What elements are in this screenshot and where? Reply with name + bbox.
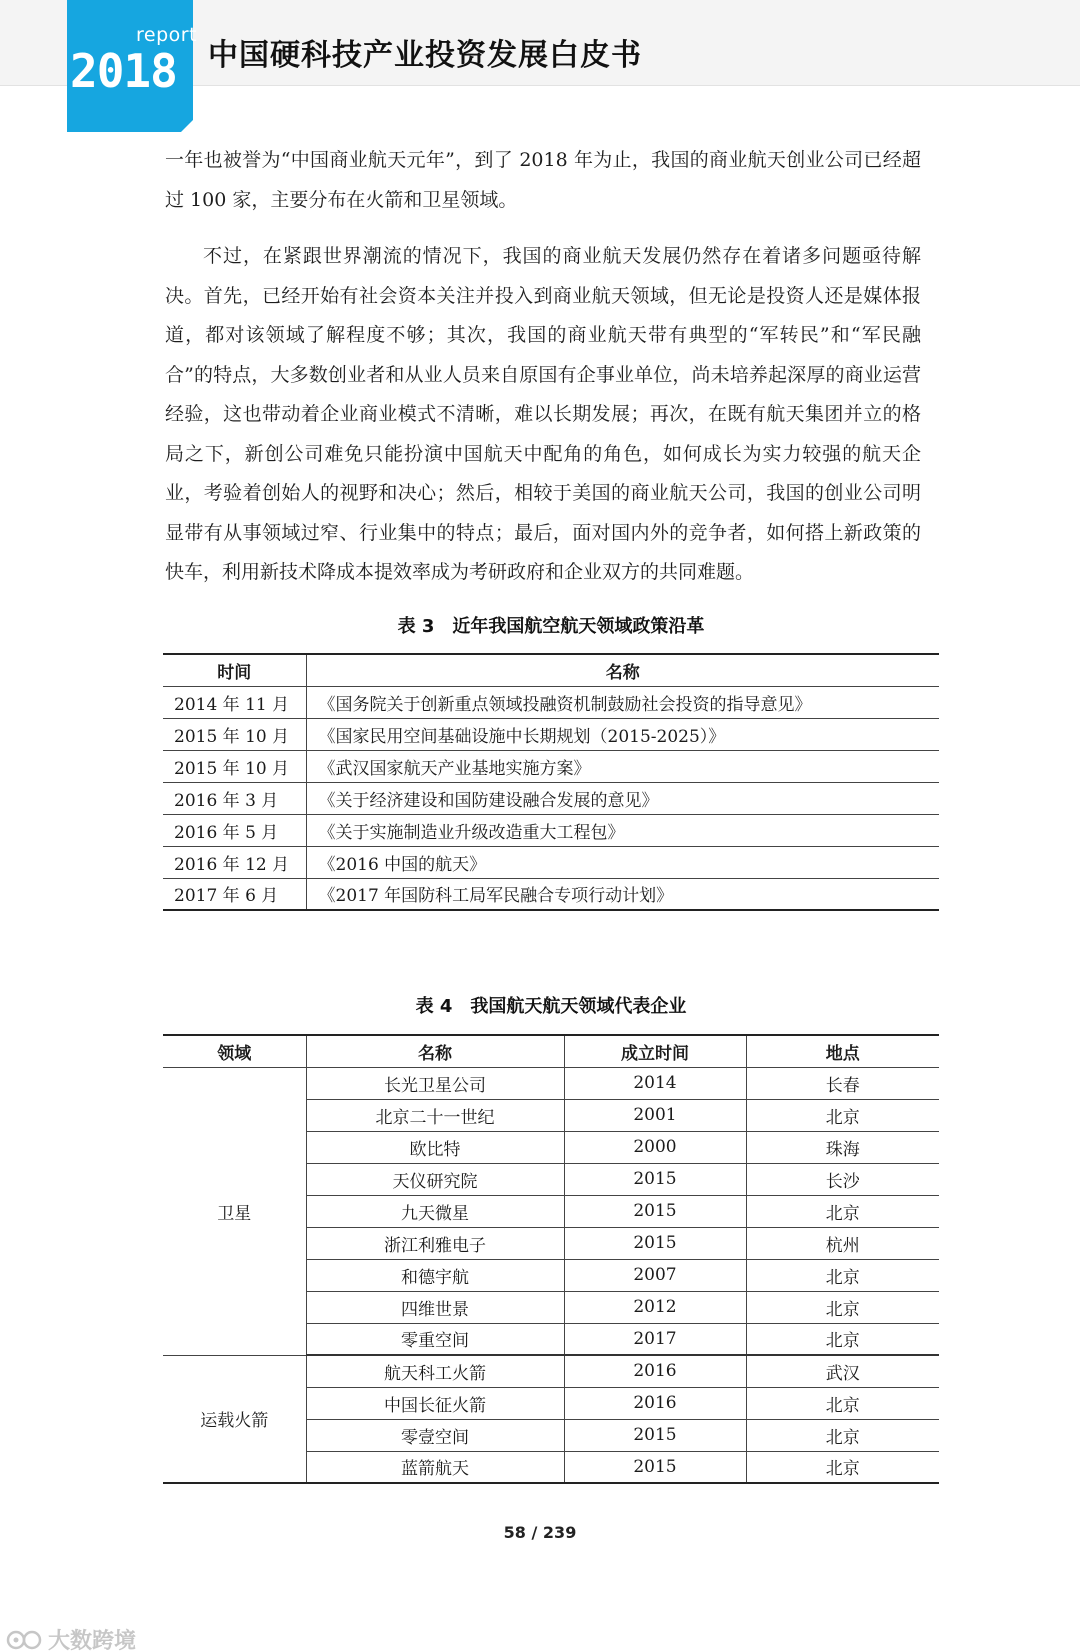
- company-name: 欧比特: [306, 1131, 564, 1163]
- column-header-name: 名称: [306, 1035, 564, 1067]
- company-name: 零重空间: [306, 1323, 564, 1355]
- company-location: 杭州: [746, 1227, 939, 1259]
- logo-year: 2018: [70, 44, 177, 98]
- company-location: 北京: [746, 1387, 939, 1419]
- table-row: [163, 750, 939, 782]
- company-location: 北京: [825, 1459, 860, 1480]
- body-paragraph-2: 不过，在紧跟世界潮流的情况下，我国的商业航天发展仍然存在着诸多问题亟待解决。首先，已经开始有社会资本关注并投入到商业航天领域，但无论是投资人还是媒体报道，都对该领域了解程度不够；其次，我国的商业航天带有典型的“军转民”和“军民融合”的特点，大多数创业者和从业人员来自原国有企事业单位，尚未培养起深厚的商业运营经验，这也带动着企业商业模式不清晰，难以长期发展；再次，在既有航天集团并立的格局之下，新创公司难免只能扮演中国航天中配角的角色，如何成长为实力较强的航天企业，考验着创始人的视野和决心；然后，相较于美国的商业航天公司，我国的创业公司明显带有从事领域过窄、行业集中的特点；最后，面对国内外的竞争者，如何搭上新政策的快车，利用新技术降成本提效率成为考研政府和企业双方的共同难题。: [165, 245, 921, 583]
- watermark-logo-icon: [6, 1629, 44, 1651]
- company-location: 北京: [746, 1099, 939, 1131]
- table-row: [163, 1067, 939, 1099]
- company-name: 长光卫星公司: [306, 1067, 564, 1099]
- founded-year: 2015: [564, 1419, 746, 1451]
- company-name: 天仪研究院: [306, 1163, 564, 1195]
- table-header-row: [163, 1035, 939, 1067]
- enterprise-table: [163, 1034, 939, 1484]
- company-name: 蓝箭航天: [306, 1451, 564, 1483]
- company-location: 武汉: [746, 1355, 939, 1387]
- page-number: 58 / 239: [503, 1523, 577, 1542]
- company-name: 和德宇航: [306, 1259, 564, 1291]
- founded-year: 2001: [564, 1099, 746, 1131]
- policy-time: 2017 年 6 月: [163, 878, 306, 910]
- policy-name: 《关于实施制造业升级改造重大工程包》: [306, 814, 939, 846]
- domain-cell-satellite: 卫星: [163, 1067, 306, 1355]
- table-row: [163, 782, 939, 814]
- table-row: [163, 878, 939, 910]
- policy-time: 2016 年 3 月: [163, 782, 306, 814]
- policy-name: 《2016 中国的航天》: [306, 846, 939, 878]
- founded-year: 2007: [564, 1259, 746, 1291]
- founded-year: 2015: [564, 1227, 746, 1259]
- column-header-time: 时间: [163, 654, 306, 686]
- founded-year: 2016: [564, 1387, 746, 1419]
- company-name: 浙江利雅电子: [306, 1227, 564, 1259]
- logo-fold-corner: [181, 120, 193, 132]
- column-header-location: 地点: [746, 1035, 939, 1067]
- body-paragraph-1: 一年也被誉为“中国商业航天元年”，到了 2018 年为止，我国的商业航天创业公司已经超过 100 家，主要分布在火箭和卫星领域。: [165, 149, 921, 211]
- company-location: 北京: [746, 1259, 939, 1291]
- column-header-founded: 成立时间: [564, 1035, 746, 1067]
- document-title: 中国硬科技产业投资发展白皮书: [208, 38, 642, 73]
- table4-caption: 表 4 我国航天航天领域代表企业: [415, 996, 687, 1017]
- company-location: 北京: [746, 1195, 939, 1227]
- policy-name: 《2017 年国防科工局军民融合专项行动计划》: [318, 886, 674, 907]
- company-location: 北京: [746, 1419, 939, 1451]
- table-row: [163, 846, 939, 878]
- company-name: 零壹空间: [306, 1419, 564, 1451]
- founded-year: 2000: [564, 1131, 746, 1163]
- company-location: 长沙: [746, 1163, 939, 1195]
- column-header-name: 名称: [306, 654, 939, 686]
- policy-name: 《武汉国家航天产业基地实施方案》: [306, 750, 939, 782]
- company-name: 四维世景: [306, 1291, 564, 1323]
- policy-name: 《国家民用空间基础设施中长期规划（2015-2025）》: [306, 718, 939, 750]
- company-location: 北京: [746, 1291, 939, 1323]
- founded-year: 2015: [564, 1451, 746, 1483]
- company-location: 长春: [746, 1067, 939, 1099]
- founded-year: 2012: [564, 1291, 746, 1323]
- founded-year: 2017: [564, 1323, 746, 1355]
- table-row: [163, 1355, 939, 1387]
- company-name: 北京二十一世纪: [306, 1099, 564, 1131]
- company-name: 九天微星: [306, 1195, 564, 1227]
- founded-year: 2016: [564, 1355, 746, 1387]
- policy-name: 《国务院关于创新重点领域投融资机制鼓励社会投资的指导意见》: [306, 686, 939, 718]
- domain-cell-launch-vehicle: 运载火箭: [163, 1355, 306, 1483]
- watermark: [6, 1624, 136, 1651]
- company-location: 北京: [746, 1323, 939, 1355]
- policy-time: 2015 年 10 月: [163, 718, 306, 750]
- policy-time: 2015 年 10 月: [163, 750, 306, 782]
- policy-time: 2014 年 11 月: [163, 686, 306, 718]
- company-name: 中国长征火箭: [306, 1387, 564, 1419]
- logo-report-label: report: [136, 24, 198, 46]
- column-header-domain: 领域: [163, 1035, 306, 1067]
- policy-time: 2016 年 5 月: [163, 814, 306, 846]
- policy-name: 《关于经济建设和国防建设融合发展的意见》: [306, 782, 939, 814]
- watermark-text: 大数跨境: [48, 1629, 137, 1651]
- policy-table: [163, 653, 939, 911]
- table-row: [163, 718, 939, 750]
- company-location: 珠海: [746, 1131, 939, 1163]
- table3-caption: 表 3 近年我国航空航天领域政策沿革: [397, 616, 705, 637]
- founded-year: 2014: [564, 1067, 746, 1099]
- founded-year: 2015: [564, 1163, 746, 1195]
- company-name: 航天科工火箭: [306, 1355, 564, 1387]
- policy-time: 2016 年 12 月: [163, 846, 306, 878]
- founded-year: 2015: [564, 1195, 746, 1227]
- table-row: [163, 814, 939, 846]
- table-row: [163, 686, 939, 718]
- table-header-row: [163, 654, 939, 686]
